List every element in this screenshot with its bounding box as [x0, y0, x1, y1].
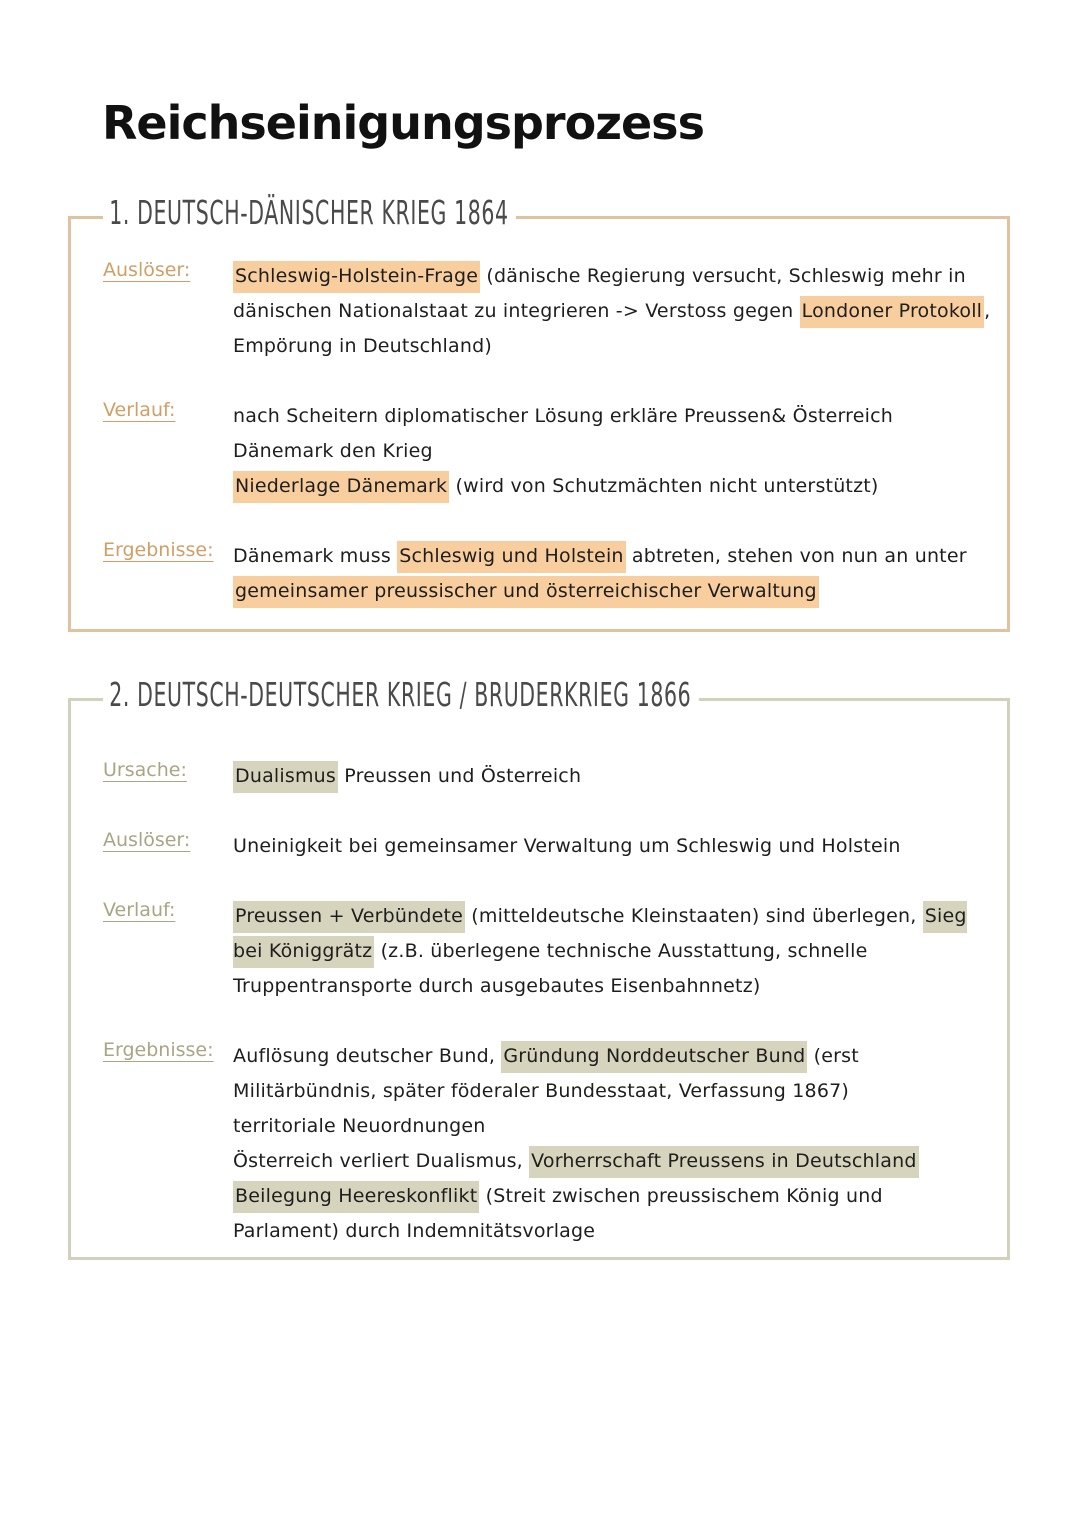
highlight: Londoner Protokoll — [800, 296, 985, 328]
page-title: Reichseinigungsprozess — [102, 96, 704, 150]
s1-ergebnisse-text: Dänemark muss Schleswig und Holstein abtreten, stehen von nun an unter gemeinsamer preussischer und österreichischer Verwaltung — [233, 539, 993, 609]
s2-verlauf-label: Verlauf: — [103, 899, 176, 921]
section-2-heading: 2. DEUTSCH-DEUTSCHER KRIEG / BRUDERKRIEG 1866 — [103, 675, 699, 714]
s1-ergebnisse-label: Ergebnisse: — [103, 539, 214, 561]
section-1-box — [68, 193, 1010, 632]
section-2-box — [68, 675, 1010, 1260]
highlight: Dualismus — [233, 761, 338, 793]
s2-ergebnisse-label: Ergebnisse: — [103, 1039, 214, 1061]
highlight: Sieg bei Königgrätz — [233, 901, 967, 968]
s1-verlauf-text: nach Scheitern diplomatischer Lösung erkläre Preussen& Österreich Dänemark den Krieg Niederlage Dänemark (wird von Schutzmächten nicht unterstützt) — [233, 399, 993, 504]
s2-verlauf-text: Preussen + Verbündete (mitteldeutsche Kleinstaaten) sind überlegen, Sieg bei Königgrätz (z.B. überlegene technische Ausstattung, schnelle Truppentransporte durch ausgebautes Eisenbahnnetz) — [233, 899, 993, 1004]
s2-ursache-text: Dualismus Preussen und Österreich — [233, 759, 993, 794]
highlight: Niederlage Dänemark — [233, 471, 449, 503]
section-1-heading: 1. DEUTSCH-DÄNISCHER KRIEG 1864 — [103, 193, 516, 232]
highlight: Schleswig-Holstein-Frage — [233, 261, 480, 293]
s1-verlauf-label: Verlauf: — [103, 399, 176, 421]
s2-ausloeser-text: Uneinigkeit bei gemeinsamer Verwaltung um Schleswig und Holstein — [233, 835, 901, 857]
s2-ausloeser-label: Auslöser: — [103, 829, 191, 851]
s1-ausloeser-label: Auslöser: — [103, 259, 191, 281]
highlight: Schleswig und Holstein — [397, 541, 625, 573]
s2-ursache-label: Ursache: — [103, 759, 187, 781]
s1-ausloeser-text: Schleswig-Holstein-Frage (dänische Regierung versucht, Schleswig mehr in dänischen Nationalstaat zu integrieren -> Verstoss gegen Londoner Protokoll , Empörung in Deutschland) — [233, 259, 993, 364]
highlight: Beilegung Heereskonflikt — [233, 1181, 479, 1213]
highlight: Preussen + Verbündete — [233, 901, 465, 933]
s2-ergebnisse-text: Auflösung deutscher Bund, Gründung Norddeutscher Bund (erst Militärbündnis, später föderaler Bundesstaat, Verfassung 1867) territoriale Neuordnungen Österreich verliert Dualismus, Vorherrschaft Preussens in Deutschland Beilegung Heereskonflikt (Streit zwischen preussischem König und Parlament) durch Indemnitätsvorlage — [233, 1039, 993, 1249]
highlight: Gründung Norddeutscher Bund — [501, 1041, 807, 1073]
highlight: gemeinsamer preussischer und österreichischer Verwaltung — [233, 576, 819, 608]
highlight: Vorherrschaft Preussens in Deutschland — [529, 1146, 918, 1178]
